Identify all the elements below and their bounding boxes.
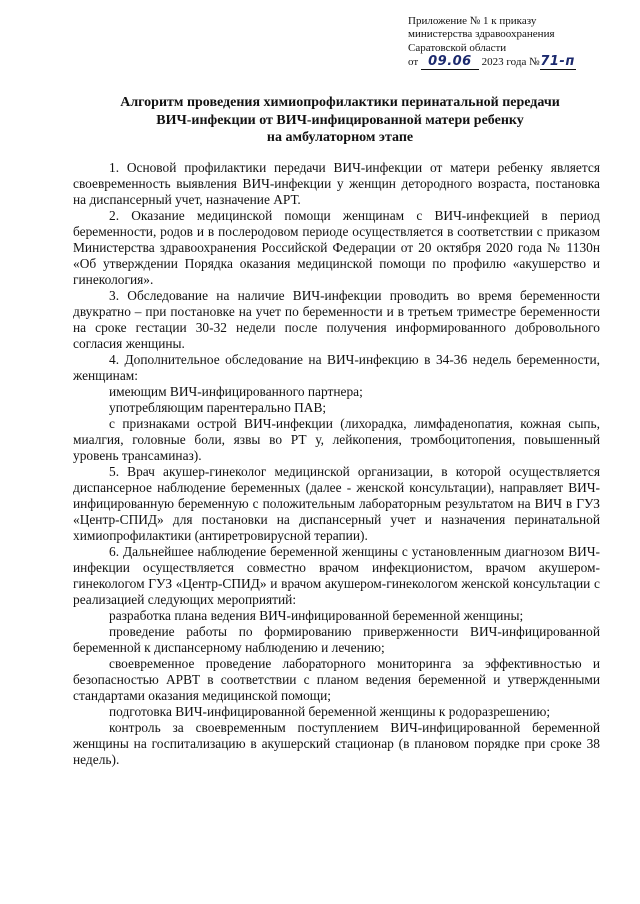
paragraph-5: 5. Врач акушер-гинеколог медицинской организации, в которой осуществляется диспансерное наблюдение беременных (далее - женской консультации), направляет ВИЧ-инфицированную беременную с положительным лабораторным результатом на ВИЧ в ГУЗ «Центр-СПИД» для постановки на диспансерный учет и назначения перинатальной химиопрофилактики (антиретровирусной терапии). (73, 464, 600, 543)
paragraph-3: 3. Обследование на наличие ВИЧ-инфекции проводить во время беременности двукратно – при постановке на учет по беременности и в третьем триместре беременности на сроке гестации 30-32 недели после получения информированного добровольного согласия женщины. (73, 288, 600, 351)
title-line-2: ВИЧ-инфекции от ВИЧ-инфицированной матери ребенку (156, 112, 524, 128)
annex-line-2: министерства здравоохранения (408, 28, 555, 41)
title-line-3: на амбулаторном этапе (266, 130, 414, 145)
annex-date-line (408, 55, 628, 69)
annex-from-label: от (408, 56, 419, 69)
paragraph-2: 2. Оказание медицинской помощи женщинам с ВИЧ-инфекцией в период беременности, родов и в послеродовом периоде осуществляется в соответствии с приказом Министерства здравоохранения Российской Федерации от 20 октября 2020 года № 1130н «Об утверждении Порядка оказания медицинской помощи по профилю «акушерство и гинекология». (73, 208, 600, 287)
paragraph-6-item-4: подготовка ВИЧ-инфицированной беременной женщины к родоразрешению; (109, 704, 551, 719)
paragraph-6-item-5: контроль за своевременным поступлением ВИЧ-инфицированной беременной женщины на госпитализацию в акушерский стационар (в плановом порядке при сроке 38 недель). (73, 720, 600, 767)
document-title (60, 94, 620, 147)
paragraph-6-item-2: проведение работы по формированию приверженности ВИЧ-инфицированной беременной к диспансерному наблюдению и лечению; (73, 624, 600, 655)
paragraph-4-item-1: имеющим ВИЧ-инфицированного партнера; (109, 384, 363, 399)
title-line-1: Алгоритм проведения химиопрофилактики перинатальной передачи (120, 95, 560, 110)
paragraph-6-item-1: разработка плана ведения ВИЧ-инфицированной беременной женщины; (109, 608, 524, 623)
paragraph-6: 6. Дальнейшее наблюдение беременной женщины с установленным диагнозом ВИЧ-инфекции осуществляется совместно врачом инфекционистом, врачом акушером-гинекологом ГУЗ «Центр-СПИД» и врачом акушером-гинекологом женской консультации с реализацией следующих мероприятий: (73, 544, 600, 607)
paragraph-4: 4. Дополнительное обследование на ВИЧ-инфекцию в 34-36 недель беременности, женщинам: (73, 352, 600, 383)
handwritten-order-number: 71-п (540, 54, 575, 70)
annex-line-1: Приложение № 1 к приказу (408, 15, 537, 27)
annex-line-3: Саратовской области (408, 41, 507, 54)
paragraph-4-item-2: употребляющим парентерально ПАВ; (109, 400, 327, 415)
paragraph-6-item-3: своевременное проведение лабораторного мониторинга за эффективностью и безопасностью АРВТ в соответствии с планом ведения беременной и утвержденными стандартами оказания медицинской помощи; (73, 656, 600, 703)
paragraph-1: 1. Основой профилактики передачи ВИЧ-инфекции от матери ребенку является своевременность выявления ВИЧ-инфекции у женщин детородного возраста, постановка на диспансерный учет, назначение АРТ. (73, 160, 600, 207)
annex-year-label: 2023 года (481, 56, 527, 69)
document-body (73, 160, 600, 768)
paragraph-4-item-3: с признаками острой ВИЧ-инфекции (лихорадка, лимфаденопатия, кожная сыпь, миалгия, головные боли, язвы во РТ у, лейкопения, тромбоцитопения, повышенный уровень трансаминаз). (73, 416, 600, 463)
annex-header (408, 15, 628, 70)
annex-number-sign: № (529, 56, 540, 69)
handwritten-date: 09.06 (421, 55, 479, 69)
